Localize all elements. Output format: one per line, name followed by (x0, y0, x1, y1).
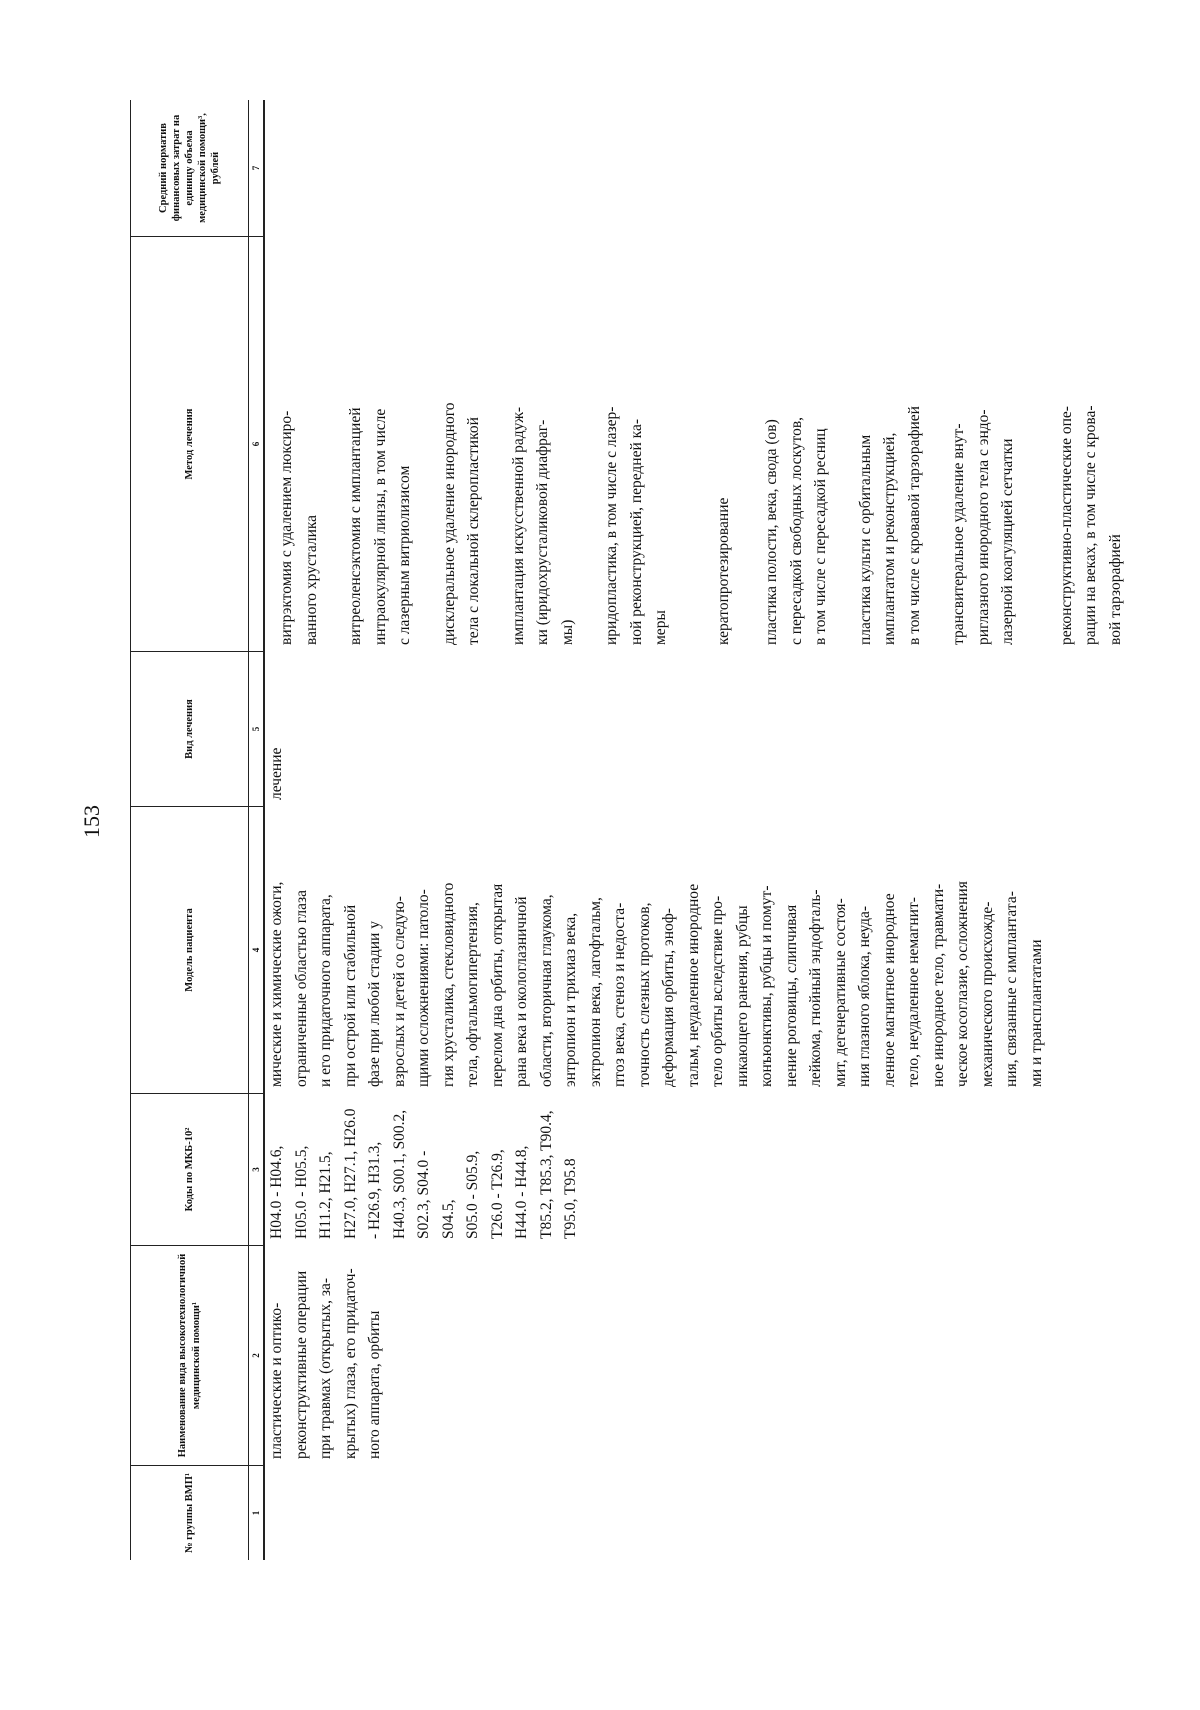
text-line: ное инородное тело, травмати- (929, 883, 947, 1087)
text-line: дисклеральное удаление инородного (440, 402, 458, 645)
text-line: имплантация искусственной радуж- (509, 406, 527, 645)
text-line: ния глазного яблока, неуда- (856, 905, 873, 1087)
column-number: 2 (249, 1245, 263, 1465)
text-line: витрэктомия с удалением люксиро- (278, 410, 295, 645)
text-line: конъюнктивы, рубцы и помут- (758, 885, 775, 1087)
text-line: мические и химические ожоги, (268, 881, 285, 1087)
text-line: H11.2, H21.5, (317, 1151, 334, 1239)
text-line: пластика культи с орбитальным (856, 434, 874, 645)
text-line: H44.0 - H44.8, (513, 1145, 530, 1239)
header-group-number: № группы ВМП¹ (131, 1465, 248, 1560)
text-line: рана века и окологлазничной (513, 896, 530, 1087)
text-line: тела с локальной склеропластикой (465, 417, 482, 645)
text-line: гия хрусталика, стекловидного (439, 882, 457, 1087)
treatment-method-cell (265, 236, 1148, 651)
text-line: щими осложнениями: патоло- (415, 889, 432, 1087)
text-line: ми и трансплантатами (1027, 939, 1045, 1087)
text-line: тело, неудаленное немагнит- (905, 897, 922, 1087)
column-number: 5 (249, 651, 263, 806)
text-line: H40.3, S00.1, S00.2, (390, 1109, 408, 1239)
text-line: вой тарзорафией (1106, 534, 1124, 645)
text-line: T95.0, T95.8 (562, 1158, 579, 1239)
header-treatment-method: Метод лечения (131, 236, 248, 651)
text-line: ки (иридохрусталиковой диафраг- (534, 419, 551, 645)
text-line: H04.0 - H04.6, (268, 1145, 285, 1239)
text-line: деформация орбиты, эноф- (660, 908, 677, 1087)
method-entry (275, 243, 324, 645)
text-line: S04.5, (439, 1199, 457, 1239)
text-line: лечение (268, 747, 285, 800)
method-entry (712, 243, 737, 645)
icd-codes-cell (265, 1093, 1148, 1245)
text-line: ленное магнитное инородное (880, 893, 898, 1087)
treatment-table (130, 100, 1200, 1560)
text-line: кератопротезирование (714, 497, 732, 645)
text-line: с пересадкой свободных лоскутов, (787, 416, 805, 645)
text-line: ограниченные областью глаза (292, 890, 310, 1087)
text-line: H27.0, H27.1, H26.0 (341, 1108, 359, 1239)
text-line: витреоленсэктомия с имплантацией (347, 407, 364, 645)
text-line: реконструктивно-пластические опе- (1057, 406, 1075, 645)
method-entry (760, 243, 834, 645)
text-line: при острой или стабильной (341, 904, 359, 1087)
text-line: ческое косоглазие, осложнения (954, 881, 971, 1087)
text-line: иридопластика, в том числе с лазер- (603, 406, 620, 645)
text-line: меры (652, 610, 669, 645)
page-number: 153 (79, 805, 104, 838)
text-line: H05.0 - H05.5, (292, 1145, 310, 1239)
text-line: T26.0 - T26.9, (488, 1149, 506, 1239)
text-line: никающего ранения, рубцы (733, 905, 751, 1087)
method-entry (854, 243, 928, 645)
text-line: ной реконструкцией, передней ка- (627, 419, 645, 645)
method-entry (600, 243, 674, 645)
text-line: интраокулярной линзы, в том числе (371, 408, 389, 645)
text-line: с лазерным витриолизисом (396, 465, 413, 645)
text-line: лейкома, гнойный эндофталь- (807, 889, 824, 1087)
text-line: мит, дегенеративные состоя- (831, 898, 849, 1087)
patient-model-cell (265, 806, 1148, 1093)
text-line: пластические и оптико- (268, 1302, 285, 1459)
header-average-cost: Средний норматив финансовых затрат на единицу объема медицинской помощи³, рублей (157, 113, 222, 223)
text-line: и его придаточного аппарата, (317, 894, 334, 1087)
method-entry (438, 243, 487, 645)
text-line: птоз века, стеноз и недоста- (611, 902, 628, 1087)
text-line: нение роговицы, слипчивая (782, 904, 800, 1087)
text-line: реконструктивные операции (292, 1270, 310, 1459)
text-line: лазерной коагуляцией сетчатки (999, 438, 1016, 645)
text-line: точность слезных протоков, (635, 902, 653, 1087)
text-line: тела, офтальмогипертензия, (464, 902, 481, 1087)
header-icd-codes: Коды по МКБ-10² (131, 1093, 248, 1245)
text-line: пластика полости, века, свода (ов) (763, 419, 780, 645)
text-line: ванного хрусталика (302, 514, 320, 645)
header-care-type-name: Наименование вида высокотехнологичной медицинской помощи¹ (131, 1245, 248, 1465)
method-entry (1055, 243, 1129, 645)
text-line: крытых) глаза, его придаточ- (341, 1268, 359, 1459)
text-line: в том числе с пересадкой ресниц (812, 428, 829, 645)
method-entry (507, 243, 581, 645)
text-line: эктропион века, лагофтальм, (586, 897, 604, 1087)
group-number-cell (265, 1465, 1148, 1560)
column-number: 7 (251, 165, 261, 171)
column-number: 4 (249, 806, 263, 1093)
table-row (265, 100, 1148, 1560)
text-line: тальм, неудаленное инородное (684, 883, 702, 1087)
column-number: 1 (249, 1465, 263, 1560)
treatment-type-cell (265, 651, 1148, 806)
average-cost-cell (265, 100, 1148, 236)
text-line: ния, связанные с имплантата- (1003, 891, 1020, 1087)
text-line: S05.0 - S05.9, (464, 1150, 481, 1239)
table-header-row (131, 100, 249, 1560)
text-line: T85.2, T85.3, T90.4, (537, 1110, 555, 1239)
text-line: - H26.9, H31.3, (366, 1141, 383, 1239)
care-type-name-cell (265, 1245, 1148, 1465)
text-line: трансвитеральное удаление внут- (950, 423, 967, 645)
text-line: имплантатом и реконструкцией, (881, 432, 898, 645)
header-patient-model: Модель пациента (131, 806, 248, 1093)
text-line: риглазного инородного тела с эндо- (974, 409, 992, 645)
method-entry (344, 243, 418, 645)
method-entry (947, 243, 1021, 645)
text-line: механического происхожде- (978, 901, 996, 1087)
text-line: энтропион и трихиаз века, (562, 912, 579, 1087)
column-number: 6 (249, 236, 263, 651)
text-line: взрослых и детей со следую- (390, 896, 408, 1087)
text-line: ного аппарата, орбиты (366, 1310, 383, 1459)
text-line: области, вторичная глаукома, (537, 894, 555, 1087)
text-line: рации на веках, в том числе с крова- (1082, 405, 1099, 645)
column-number-row (249, 100, 265, 1560)
text-line: перелом дна орбиты, открытая (488, 883, 506, 1087)
text-line: мы) (558, 619, 576, 645)
header-treatment-type: Вид лечения (131, 651, 248, 806)
text-line: в том числе с кровавой тарзорафией (905, 406, 923, 645)
text-line: S02.3, S04.0 - (415, 1150, 432, 1239)
text-line: при травмах (открытых, за- (317, 1277, 334, 1459)
text-line: фазе при любой стадии у (366, 921, 383, 1087)
column-number: 3 (249, 1093, 263, 1245)
text-line: тело орбиты вследствие про- (709, 895, 726, 1087)
